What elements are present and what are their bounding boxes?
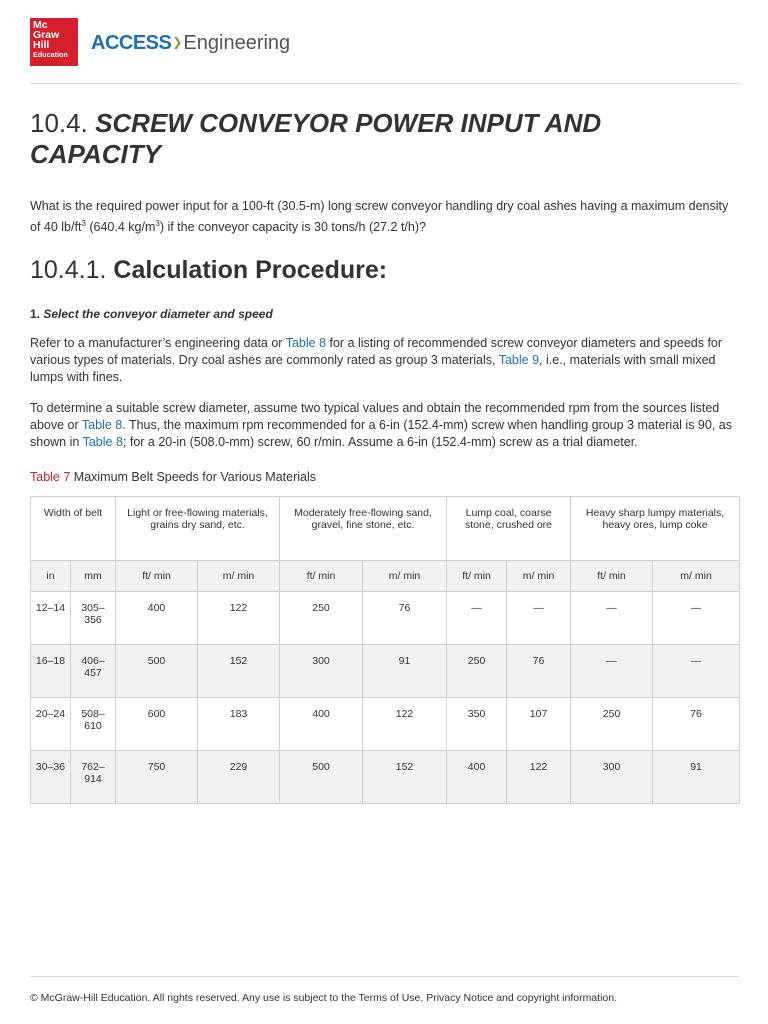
table-cell: 500 bbox=[280, 751, 363, 804]
table-cell: 16–18 bbox=[31, 645, 71, 698]
section-heading bbox=[30, 108, 739, 170]
table-cell: 250 bbox=[280, 592, 363, 645]
intro-text: (640.4 kg/m bbox=[85, 220, 156, 235]
table-header-cell: ft/ min bbox=[280, 561, 363, 592]
table-cell: 762–914 bbox=[71, 751, 116, 804]
table-header-cell: in bbox=[31, 561, 71, 592]
table-cell: 107 bbox=[507, 698, 571, 751]
table-cell: 76 bbox=[507, 645, 571, 698]
table-header-cell: Light or free-flowing materials, grains dry sand, etc. bbox=[116, 497, 280, 561]
paragraph-text: , i.e., materials with small mixed lumps with fines. bbox=[30, 353, 716, 384]
table-cell: 30–36 bbox=[31, 751, 71, 804]
step-title: Select the conveyor diameter and speed bbox=[43, 307, 273, 321]
logo-line: Graw bbox=[33, 29, 60, 41]
table-header-cell: ft/ min bbox=[571, 561, 653, 592]
paragraph-text: Refer to a manufacturer’s engineering data or bbox=[30, 336, 286, 350]
table-header-cell: Heavy sharp lumpy materials, heavy ores, lump coke bbox=[571, 497, 740, 561]
table-cell: 122 bbox=[198, 592, 280, 645]
subsection-title: Calculation Procedure: bbox=[113, 256, 388, 284]
table-cell: 406–457 bbox=[71, 645, 116, 698]
table-header-cell: Lump coal, coarse stone, crushed ore bbox=[447, 497, 571, 561]
table-cell: 508–610 bbox=[71, 698, 116, 751]
table-cell: 400 bbox=[447, 751, 507, 804]
table-cell: — bbox=[447, 592, 507, 645]
table-8-link[interactable]: Table 8 bbox=[82, 435, 123, 449]
table-cell: 91 bbox=[653, 751, 740, 804]
table-cell: — bbox=[571, 592, 653, 645]
problem-statement bbox=[30, 198, 739, 236]
paragraph-1 bbox=[30, 335, 739, 386]
table-unit-header-row bbox=[31, 561, 740, 592]
superscript: 3 bbox=[81, 219, 86, 228]
paragraph-text: ; for a 20-in (508.0-mm) screw, 60 r/min. Assume a 6-in (152.4-mm) screw as a trial diameter. bbox=[122, 435, 638, 449]
access-engineering-logo[interactable] bbox=[91, 31, 290, 57]
chevron-right-icon: ❯ bbox=[172, 35, 183, 49]
section-title: SCREW CONVEYOR POWER INPUT AND CAPACITY bbox=[30, 108, 602, 169]
paragraph-text: . Thus, the maximum rpm recommended for a 6-in (152.4-mm) screw when handling group 3 material is 90, as shown in bbox=[30, 418, 732, 449]
table-cell: 183 bbox=[198, 698, 280, 751]
logo-line: Mc bbox=[33, 19, 48, 31]
table-label: Table 7 bbox=[30, 470, 71, 484]
table-caption-text: Maximum Belt Speeds for Various Materials bbox=[70, 470, 317, 484]
table-header-cell: Width of belt bbox=[31, 497, 116, 561]
table-row bbox=[31, 751, 740, 804]
table-cell: 229 bbox=[198, 751, 280, 804]
paragraph-text: To determine a suitable screw diameter, assume two typical values and obtain the recommended rpm from the sources listed above or bbox=[30, 401, 720, 432]
brand-access: ACCESS bbox=[91, 32, 172, 54]
table-cell: 12–14 bbox=[31, 592, 71, 645]
table-row bbox=[31, 645, 740, 698]
table-9-link[interactable]: Table 9 bbox=[498, 353, 540, 367]
intro-text: What is the required power input for a 100-ft (30.5-m) long screw conveyor handling dry coal ashes having a maximum density of 40 lb/ft bbox=[30, 199, 729, 235]
footer-divider bbox=[30, 976, 739, 977]
table-cell: — bbox=[653, 592, 740, 645]
table-header-cell: Moderately free-flowing sand, gravel, fine stone, etc. bbox=[280, 497, 447, 561]
subsection-heading bbox=[30, 254, 387, 286]
table-header-cell: ft/ min bbox=[116, 561, 198, 592]
table-header-cell: mm bbox=[71, 561, 116, 592]
table-cell: 152 bbox=[198, 645, 280, 698]
table-cell: 400 bbox=[280, 698, 363, 751]
superscript: 3 bbox=[155, 219, 160, 228]
table-cell: 500 bbox=[116, 645, 198, 698]
table-cell: 122 bbox=[363, 698, 447, 751]
table-cell: 300 bbox=[280, 645, 363, 698]
step-heading bbox=[30, 307, 273, 322]
intro-text: ) if the conveyor capacity is 30 tons/h (27.2 t/h)? bbox=[159, 220, 426, 235]
table-header-cell: m/ min bbox=[363, 561, 447, 592]
table-cell: 300 bbox=[571, 751, 653, 804]
table-row bbox=[31, 592, 740, 645]
table-cell: 76 bbox=[653, 698, 740, 751]
table-cell: 20–24 bbox=[31, 698, 71, 751]
header-divider bbox=[30, 83, 739, 84]
brand-engineering: Engineering bbox=[183, 32, 291, 54]
table-row bbox=[31, 698, 740, 751]
belt-speed-table bbox=[30, 496, 740, 804]
paragraph-text: for a listing of recommended screw conveyor diameters and speeds for various types of materials. Dry coal ashes are commonly rated as group 3 materials, bbox=[30, 336, 723, 367]
table-cell: 91 bbox=[363, 645, 447, 698]
logo-line: Hill bbox=[33, 39, 50, 51]
mcgraw-hill-logo[interactable] bbox=[30, 18, 78, 66]
table-cell: 76 bbox=[363, 592, 447, 645]
table-cell: — bbox=[507, 592, 571, 645]
table-header-cell: m/ min bbox=[198, 561, 280, 592]
table-cell: 600 bbox=[116, 698, 198, 751]
subsection-number: 10.4.1. bbox=[30, 256, 107, 284]
logo-line: Education bbox=[33, 50, 68, 59]
table-header-cell: m/ min bbox=[653, 561, 740, 592]
table-cell: 750 bbox=[116, 751, 198, 804]
table-caption bbox=[30, 469, 316, 485]
table-8-link[interactable]: Table 8 bbox=[285, 336, 327, 350]
section-number: 10.4. bbox=[30, 108, 88, 138]
paragraph-2 bbox=[30, 400, 739, 451]
table-cell: 152 bbox=[363, 751, 447, 804]
table-cell: 305–356 bbox=[71, 592, 116, 645]
table-cell: — bbox=[653, 645, 740, 698]
table-cell: 350 bbox=[447, 698, 507, 751]
table-cell: 250 bbox=[571, 698, 653, 751]
table-header-cell: m/ min bbox=[507, 561, 571, 592]
table-cell: 122 bbox=[507, 751, 571, 804]
copyright-footer: © McGraw-Hill Education. All rights reserved. Any use is subject to the Terms of Use, Privacy Notice and copyright information. bbox=[30, 992, 618, 1004]
step-number: 1. bbox=[30, 307, 41, 321]
table-8-link[interactable]: Table 8 bbox=[81, 418, 123, 432]
table-group-header-row bbox=[31, 497, 740, 561]
table-cell: 250 bbox=[447, 645, 507, 698]
table-header-cell: ft/ min bbox=[447, 561, 507, 592]
table-cell: 400 bbox=[116, 592, 198, 645]
page-header bbox=[0, 0, 768, 84]
table-cell: — bbox=[571, 645, 653, 698]
